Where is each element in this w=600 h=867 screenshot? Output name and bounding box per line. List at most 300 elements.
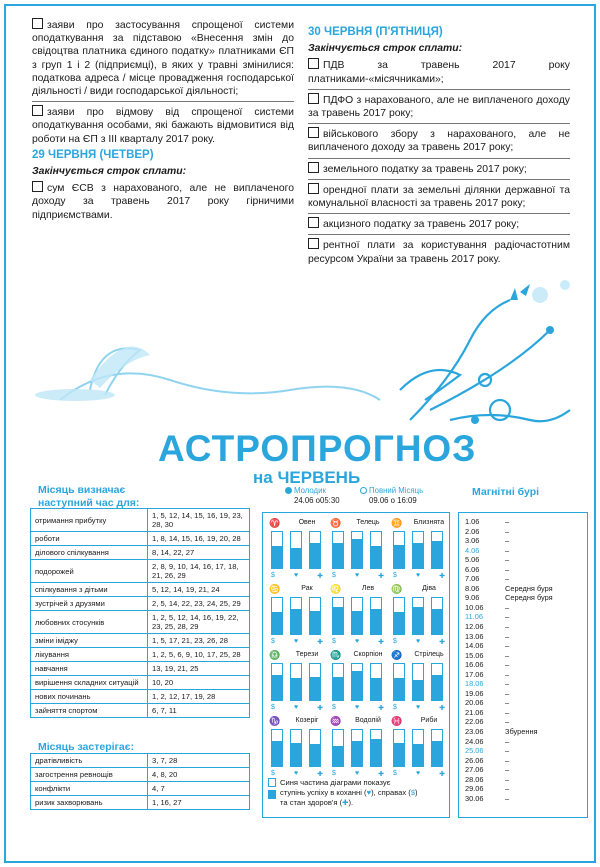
zodiac-bar xyxy=(309,531,321,569)
table-row xyxy=(31,560,250,583)
deadline-label: Закінчується строк сплати: xyxy=(32,166,187,178)
money-icon: $ xyxy=(393,638,397,645)
deadline-item: акцизного податку за травень 2017 року; xyxy=(308,217,570,231)
storm-value: – xyxy=(505,660,510,670)
storm-date: 26.06 xyxy=(465,755,484,765)
zodiac-symbol-icon: ♈ xyxy=(269,518,281,528)
zodiac-bar xyxy=(332,729,344,767)
zodiac-bar-fill xyxy=(394,678,404,700)
zodiac-bar-fill xyxy=(272,741,282,766)
zodiac-legend: Синя частина діаграми показує ступінь успіху в коханні (♥), справах ($) та стан здоров'я (✚). xyxy=(268,778,446,808)
zodiac-bar-fill xyxy=(394,545,404,568)
storm-value: Збурення xyxy=(505,727,538,737)
zodiac-bar-fill xyxy=(352,741,362,766)
checkbox-icon xyxy=(308,217,319,228)
zodiac-name: Рак xyxy=(301,585,313,592)
zodiac-bar-fill xyxy=(310,543,320,568)
zodiac-icons xyxy=(271,572,323,580)
zodiac-icons xyxy=(271,638,323,646)
storm-value: – xyxy=(505,793,510,803)
item-simplified-changes: заяви про застосування спрощеної системи оподаткування за підставою «Внесення змін до свідоцтва платника єдиного податку» платниками ЄП з груп 1 і 2 (підприємці), в яких у травні змінилися: податкова адреса / місце провадження господарської діяльності / види господарської діяльності; xyxy=(32,20,294,98)
storm-row xyxy=(465,794,587,804)
storm-row xyxy=(465,765,587,775)
zodiac-bar-fill xyxy=(413,744,423,766)
money-icon: $ xyxy=(332,704,336,711)
health-icon: ✚ xyxy=(342,798,349,807)
storm-value: – xyxy=(505,650,510,660)
zodiac-bar xyxy=(351,663,363,701)
storm-date: 19.06 xyxy=(465,688,484,698)
zodiac-bar-fill xyxy=(291,609,301,634)
storm-row xyxy=(465,632,587,642)
storm-row xyxy=(465,670,587,680)
health-icon: ✚ xyxy=(317,573,323,580)
storm-value: – xyxy=(505,622,510,632)
storm-value: – xyxy=(505,679,510,689)
zodiac-bar xyxy=(412,729,424,767)
zodiac-bar xyxy=(370,729,382,767)
zodiac-bar-fill xyxy=(310,677,320,700)
zodiac-cell xyxy=(267,583,327,653)
table-value: 10, 20 xyxy=(148,676,250,690)
zodiac-bar xyxy=(332,597,344,635)
zodiac-bar-fill xyxy=(352,539,362,568)
storm-value: – xyxy=(505,631,510,641)
checkbox-icon xyxy=(308,238,319,249)
zodiac-grid xyxy=(262,512,450,818)
heart-icon: ♥ xyxy=(354,704,360,711)
date-header-30: 30 ЧЕРВНЯ (П'ЯТНИЦЯ) xyxy=(308,26,443,38)
table-row xyxy=(31,768,250,782)
money-icon: $ xyxy=(271,704,275,711)
storm-value: – xyxy=(505,765,510,775)
full-moon-icon xyxy=(360,487,367,494)
zodiac-bar xyxy=(431,531,443,569)
table-key: вирішення складних ситуацій xyxy=(31,676,148,690)
storm-value: – xyxy=(505,517,510,526)
zodiac-bars xyxy=(393,531,445,569)
table-value: 4, 8, 20 xyxy=(148,768,250,782)
storm-date: 6.06 xyxy=(465,564,480,574)
storm-value: – xyxy=(505,641,510,651)
storm-value: – xyxy=(505,602,510,612)
zodiac-bar xyxy=(271,729,283,767)
divider xyxy=(308,234,570,235)
zodiac-cell xyxy=(389,715,449,785)
heart-icon: ♥ xyxy=(415,770,421,777)
storm-row xyxy=(465,756,587,766)
storm-row xyxy=(465,536,587,546)
storm-value: – xyxy=(505,698,510,708)
table-row xyxy=(31,648,250,662)
storm-row xyxy=(465,660,587,670)
heart-icon: ♥ xyxy=(354,572,360,579)
divider xyxy=(308,158,570,159)
heart-icon: ♥ xyxy=(293,704,299,711)
storm-row xyxy=(465,574,587,584)
zodiac-bar xyxy=(370,597,382,635)
zodiac-bar xyxy=(309,729,321,767)
table-row xyxy=(31,546,250,560)
heart-icon: ♥ xyxy=(415,704,421,711)
zodiac-symbol-icon: ♐ xyxy=(391,650,403,660)
zodiac-name: Риби xyxy=(420,717,438,724)
health-icon: ✚ xyxy=(439,705,445,712)
zodiac-bar xyxy=(309,597,321,635)
table-key: ризик захворювань xyxy=(31,796,148,810)
money-icon: $ xyxy=(332,572,336,579)
zodiac-symbol-icon: ♊ xyxy=(391,518,403,528)
table-row xyxy=(31,509,250,532)
deadline-label: Закінчується строк сплати: xyxy=(308,43,463,55)
zodiac-bar-fill xyxy=(413,680,423,700)
table-key: нових починань xyxy=(31,690,148,704)
zodiac-symbol-icon: ♌ xyxy=(330,584,342,594)
storms-list xyxy=(458,512,588,818)
table-value: 1, 5, 12, 14, 15, 16, 19, 23, 28, 30 xyxy=(148,509,250,532)
table-value: 2, 8, 9, 10, 14, 16, 17, 18, 21, 26, 29 xyxy=(148,560,250,583)
storm-date: 13.06 xyxy=(465,631,484,641)
zodiac-icons xyxy=(332,770,384,778)
table-value: 8, 14, 22, 27 xyxy=(148,546,250,560)
table-key: подорожей xyxy=(31,560,148,583)
health-icon: ✚ xyxy=(378,705,384,712)
zodiac-bar xyxy=(271,597,283,635)
table-row xyxy=(31,583,250,597)
zodiac-symbol-icon: ♋ xyxy=(269,584,281,594)
left-column xyxy=(32,18,294,225)
zodiac-symbol-icon: ♉ xyxy=(330,518,342,528)
storm-value: – xyxy=(505,574,510,584)
deadline-item: військового збору з нарахованого, але не виплаченого доходу за травень 2017 року; xyxy=(308,129,570,154)
money-icon: $ xyxy=(393,704,397,711)
health-icon: ✚ xyxy=(378,771,384,778)
table-key: отримання прибутку xyxy=(31,509,148,532)
zodiac-bars xyxy=(393,597,445,635)
zodiac-bar xyxy=(370,663,382,701)
storm-date: 8.06 xyxy=(465,583,480,593)
zodiac-bar-fill xyxy=(371,609,381,634)
storm-row xyxy=(465,737,587,747)
storm-row xyxy=(465,746,587,756)
legend-filled-box xyxy=(268,790,276,799)
zodiac-bar-fill xyxy=(413,543,423,568)
storm-value: – xyxy=(505,736,510,746)
table-row xyxy=(31,796,250,810)
zodiac-icons xyxy=(332,704,384,712)
zodiac-bar xyxy=(290,729,302,767)
storm-row xyxy=(465,775,587,785)
heart-icon: ♥ xyxy=(415,572,421,579)
warnings-header: Місяць застерігає: xyxy=(38,741,135,753)
table-row xyxy=(31,676,250,690)
storm-date: 21.06 xyxy=(465,707,484,717)
heart-icon: ♥ xyxy=(354,770,360,777)
money-icon: $ xyxy=(271,638,275,645)
zodiac-bars xyxy=(332,663,384,701)
right-column xyxy=(308,24,570,269)
zodiac-bar xyxy=(290,531,302,569)
storm-value: – xyxy=(505,612,510,622)
deadline-list xyxy=(308,58,570,265)
table-row xyxy=(31,754,250,768)
zodiac-bar xyxy=(309,663,321,701)
storm-date: 4.06 xyxy=(465,545,480,555)
checkbox-icon xyxy=(308,93,319,104)
zodiac-bar xyxy=(271,531,283,569)
storm-date: 27.06 xyxy=(465,765,484,775)
zodiac-bar xyxy=(370,531,382,569)
zodiac-bar-fill xyxy=(333,543,343,568)
storm-date: 29.06 xyxy=(465,784,484,794)
zodiac-bar-fill xyxy=(333,746,343,766)
storm-value: – xyxy=(505,717,510,727)
money-icon: $ xyxy=(332,638,336,645)
storm-value: – xyxy=(505,555,510,565)
zodiac-icons xyxy=(393,770,445,778)
storm-date: 28.06 xyxy=(465,774,484,784)
zodiac-bar xyxy=(332,531,344,569)
money-icon: $ xyxy=(410,788,416,797)
table-row xyxy=(31,611,250,634)
storm-row xyxy=(465,679,587,689)
zodiac-bar xyxy=(412,597,424,635)
zodiac-bar-fill xyxy=(291,743,301,766)
storm-row xyxy=(465,641,587,651)
zodiac-cell xyxy=(267,517,327,587)
table-row xyxy=(31,782,250,796)
zodiac-bar xyxy=(412,531,424,569)
storm-row xyxy=(465,708,587,718)
zodiac-bar-fill xyxy=(333,677,343,700)
health-icon: ✚ xyxy=(378,639,384,646)
zodiac-name: Терези xyxy=(295,651,319,658)
zodiac-icons xyxy=(393,704,445,712)
zodiac-bar-fill xyxy=(272,546,282,568)
heart-icon: ♥ xyxy=(366,788,372,797)
deadline-item: орендної плати за земельні ділянки державної та комунальної власності за травень 2017 року; xyxy=(308,184,570,210)
zodiac-bar-fill xyxy=(352,611,362,634)
zodiac-bars xyxy=(332,597,384,635)
floral-decoration xyxy=(30,270,590,450)
legend-empty-box xyxy=(268,778,276,787)
table-row xyxy=(31,690,250,704)
health-icon: ✚ xyxy=(317,639,323,646)
money-icon: $ xyxy=(332,770,336,777)
zodiac-bar xyxy=(351,597,363,635)
storm-date: 11.06 xyxy=(465,612,483,622)
deadline-item: земельного податку за травень 2017 року; xyxy=(308,162,570,176)
storms-header: Магнітні бурі xyxy=(472,486,540,498)
storm-date: 3.06 xyxy=(465,536,480,546)
zodiac-bar xyxy=(351,531,363,569)
storm-date: 20.06 xyxy=(465,698,484,708)
health-icon: ✚ xyxy=(317,705,323,712)
table-row xyxy=(31,704,250,718)
zodiac-bar xyxy=(431,597,443,635)
deadline-item: ПДВ за травень 2017 року платниками-«місячниками»; xyxy=(308,60,570,85)
zodiac-symbol-icon: ♑ xyxy=(269,716,281,726)
table-value: 6, 7, 11 xyxy=(148,704,250,718)
table-value: 13, 19, 21, 25 xyxy=(148,662,250,676)
new-moon: Молодик 24.06 о05:30 xyxy=(285,486,340,506)
item-simplified-refusal: заяви про відмову від спрощеної системи оподаткування особами, які бажають відмовитися від роботи на ЄП з ІІІ кварталу 2017 року. xyxy=(32,107,294,145)
zodiac-cell xyxy=(328,649,388,719)
zodiac-name: Близнята xyxy=(413,519,445,526)
health-icon: ✚ xyxy=(378,573,384,580)
storm-row xyxy=(465,727,587,737)
table-value: 1, 2, 12, 17, 19, 28 xyxy=(148,690,250,704)
storm-date: 24.06 xyxy=(465,736,484,746)
zodiac-bar-fill xyxy=(272,612,282,634)
checkbox-icon xyxy=(32,181,43,192)
zodiac-icons xyxy=(393,638,445,646)
table-row xyxy=(31,662,250,676)
zodiac-bar-fill xyxy=(432,609,442,634)
table-value: 1, 8, 14, 15, 16, 19, 20, 28 xyxy=(148,532,250,546)
zodiac-bars xyxy=(271,531,323,569)
deadline-item: ПДФО з нарахованого, але не виплаченого доходу за травень 2017 року; xyxy=(308,94,570,120)
table-key: зустрічей з друзями xyxy=(31,597,148,611)
zodiac-name: Діва xyxy=(422,585,436,592)
money-icon: $ xyxy=(271,770,275,777)
health-icon: ✚ xyxy=(317,771,323,778)
storm-row xyxy=(465,565,587,575)
zodiac-cell xyxy=(389,583,449,653)
deadline-item: рентної плати за користування радіочастотним ресурсом України за травень 2017 року. xyxy=(308,240,570,265)
zodiac-bar-fill xyxy=(352,671,362,700)
zodiac-bar xyxy=(431,663,443,701)
heart-icon: ♥ xyxy=(293,770,299,777)
storm-date: 16.06 xyxy=(465,660,484,670)
heart-icon: ♥ xyxy=(293,638,299,645)
zodiac-bar-fill xyxy=(371,546,381,568)
zodiac-name: Лев xyxy=(361,585,375,592)
table-key: ділового спілкування xyxy=(31,546,148,560)
zodiac-bars xyxy=(271,597,323,635)
zodiac-bar xyxy=(290,597,302,635)
checkbox-icon xyxy=(32,105,43,116)
zodiac-bar-fill xyxy=(432,675,442,700)
zodiac-bar xyxy=(431,729,443,767)
zodiac-bar-fill xyxy=(432,541,442,568)
storm-date: 2.06 xyxy=(465,526,480,536)
zodiac-name: Козеріг xyxy=(295,717,319,724)
zodiac-bar-fill xyxy=(333,607,343,634)
zodiac-bar-fill xyxy=(272,675,282,700)
zodiac-bars xyxy=(332,531,384,569)
storm-date: 25.06 xyxy=(465,746,484,756)
table-value: 1, 16, 27 xyxy=(148,796,250,810)
zodiac-cell xyxy=(389,517,449,587)
table-key: навчання xyxy=(31,662,148,676)
divider xyxy=(308,179,570,180)
zodiac-symbol-icon: ♎ xyxy=(269,650,281,660)
zodiac-bar xyxy=(393,531,405,569)
divider xyxy=(308,89,570,90)
zodiac-bars xyxy=(393,729,445,767)
heart-icon: ♥ xyxy=(354,638,360,645)
storm-value: – xyxy=(505,526,510,536)
item-esv: сум ЄСВ з нарахованого, але не виплаченого доходу за травень 2017 року гірничими підприємствами. xyxy=(32,183,294,221)
zodiac-bar xyxy=(271,663,283,701)
storm-value: – xyxy=(505,755,510,765)
divider xyxy=(32,101,294,102)
zodiac-icons xyxy=(271,704,323,712)
zodiac-cell xyxy=(267,649,327,719)
table-value: 5, 12, 14, 19, 21, 24 xyxy=(148,583,250,597)
zodiac-bar-fill xyxy=(291,678,301,700)
storm-row xyxy=(465,584,587,594)
zodiac-bar xyxy=(290,663,302,701)
zodiac-icons xyxy=(332,638,384,646)
money-icon: $ xyxy=(393,572,397,579)
page-title: АСТРОПРОГНОЗ xyxy=(158,428,477,469)
storm-value: – xyxy=(505,536,510,546)
storm-row xyxy=(465,689,587,699)
zodiac-bar-fill xyxy=(371,739,381,766)
storm-date: 22.06 xyxy=(465,717,484,727)
zodiac-bar xyxy=(351,729,363,767)
health-icon: ✚ xyxy=(439,573,445,580)
checkbox-icon xyxy=(308,58,319,69)
zodiac-symbol-icon: ♒ xyxy=(330,716,342,726)
heart-icon: ♥ xyxy=(415,638,421,645)
zodiac-symbol-icon: ♓ xyxy=(391,716,403,726)
date-header-29: 29 ЧЕРВНЯ (ЧЕТВЕР) xyxy=(32,148,154,161)
storm-value: – xyxy=(505,688,510,698)
zodiac-symbol-icon: ♍ xyxy=(391,584,403,594)
health-icon: ✚ xyxy=(439,639,445,646)
page-subtitle: на ЧЕРВЕНЬ xyxy=(253,468,361,487)
zodiac-cell xyxy=(328,517,388,587)
table-value: 1, 2, 5, 12, 14, 16, 19, 22, 23, 25, 28, 29 xyxy=(148,611,250,634)
divider xyxy=(308,213,570,214)
storm-date: 14.06 xyxy=(465,641,484,651)
storm-date: 1.06 xyxy=(465,517,480,526)
storm-value: Середня буря xyxy=(505,583,553,593)
storm-date: 7.06 xyxy=(465,574,480,584)
checkbox-icon xyxy=(308,162,319,173)
storm-row xyxy=(465,651,587,661)
storm-row xyxy=(465,603,587,613)
health-icon: ✚ xyxy=(439,771,445,778)
zodiac-name: Скорпіон xyxy=(353,651,383,658)
storm-row xyxy=(465,784,587,794)
table-key: дратівливість xyxy=(31,754,148,768)
table-value: 2, 5, 14, 22, 23, 24, 25, 29 xyxy=(148,597,250,611)
zodiac-bar xyxy=(412,663,424,701)
storm-row xyxy=(465,612,587,622)
favorable-table xyxy=(30,508,250,718)
storm-row xyxy=(465,546,587,556)
table-key: лікування xyxy=(31,648,148,662)
zodiac-bars xyxy=(271,663,323,701)
checkbox-icon xyxy=(32,18,43,29)
zodiac-name: Овен xyxy=(298,519,316,526)
storm-row xyxy=(465,517,587,527)
zodiac-cell xyxy=(389,649,449,719)
table-key: спілкування з дітьми xyxy=(31,583,148,597)
storm-date: 15.06 xyxy=(465,650,484,660)
table-key: загострення ревнощів xyxy=(31,768,148,782)
favorable-header: Місяць визначає наступний час для: xyxy=(38,484,140,509)
storm-row xyxy=(465,717,587,727)
zodiac-cell xyxy=(267,715,327,785)
new-moon-icon xyxy=(285,487,292,494)
storm-date: 23.06 xyxy=(465,727,484,737)
storm-row xyxy=(465,527,587,537)
